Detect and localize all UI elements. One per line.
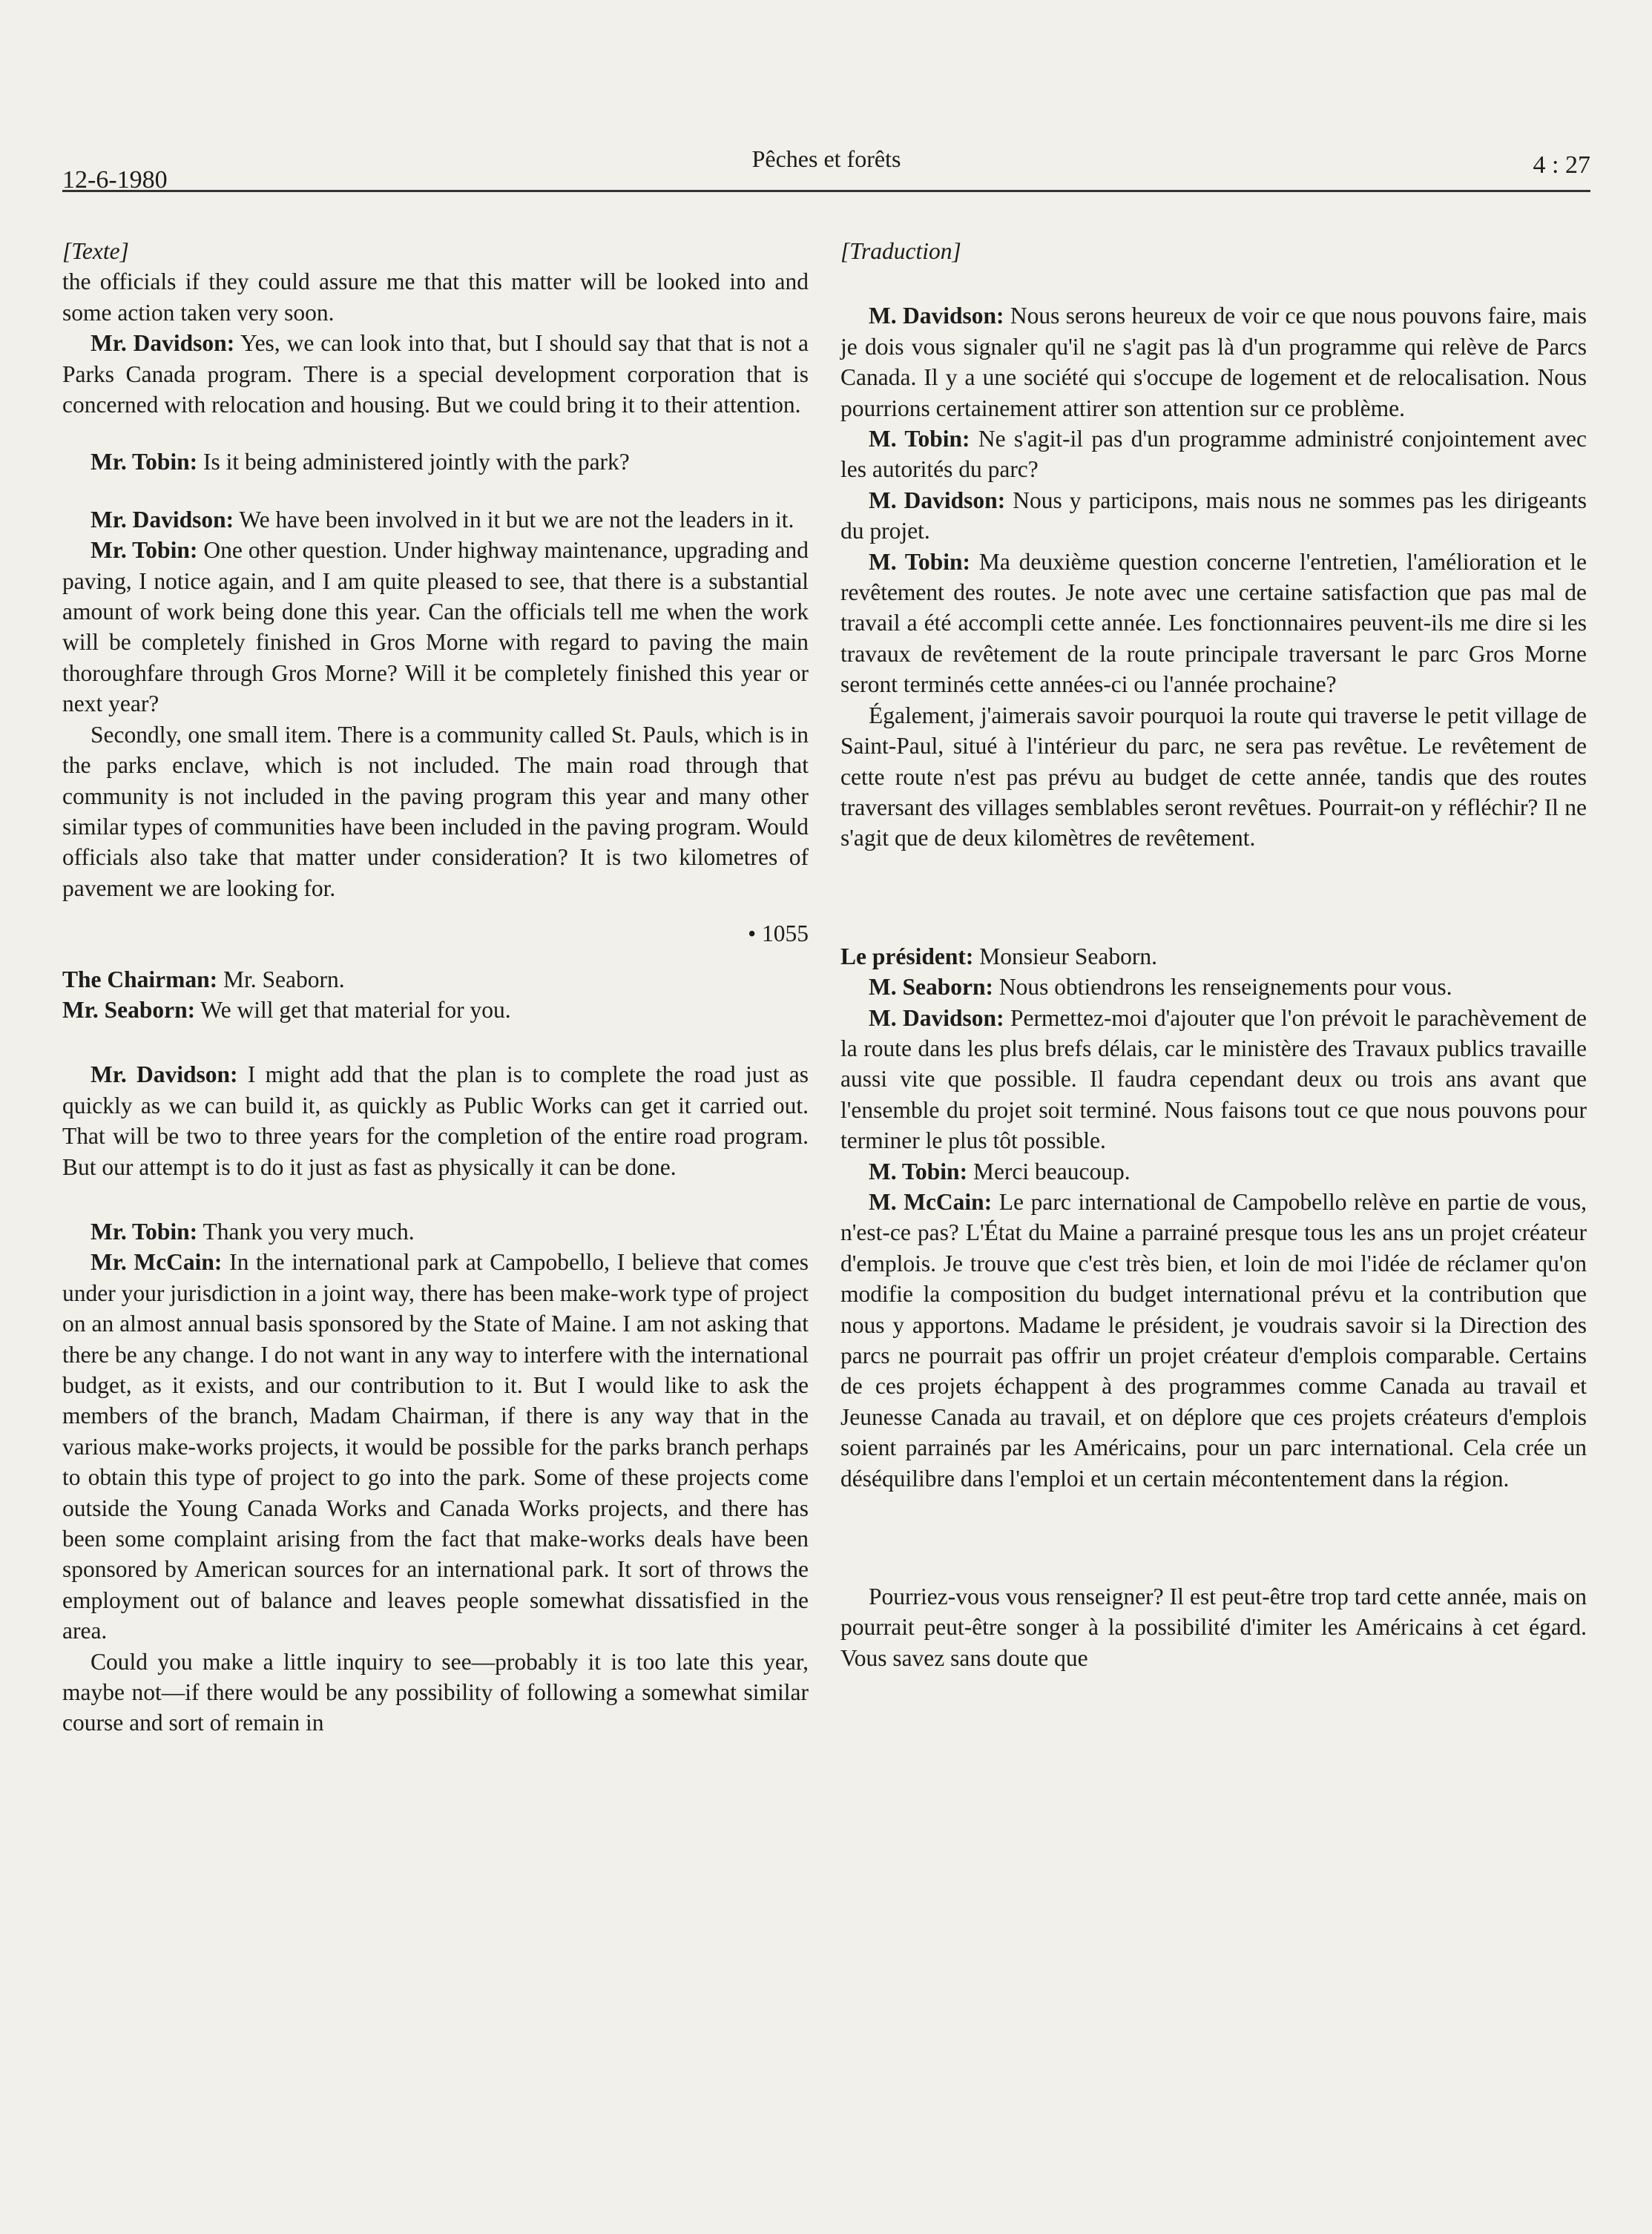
paragraph [840,1156,1587,1187]
speaker-name: Mr. Davidson: [91,1061,238,1088]
paragraph [62,504,809,535]
paragraph [840,941,1587,972]
paragraph [840,1003,1587,1156]
speech-text: Yes, we can look into that, but I should say that that is not a Parks Canada program. There is a special development corporation that is concerned with relocation and housing. But we could bring it to their attention. [62,330,809,418]
speaker-name: M. McCain: [869,1188,993,1215]
speech-text: Is it being administered jointly with the park? [197,449,630,475]
english-column [62,236,809,1739]
paragraph: the officials if they could assure me that this matter will be looked into and some action taken very soon. [62,268,809,326]
paragraph: Could you make a little inquiry to see—probably it is too late this year, maybe not—if there would be any possibility of following a somewhat similar course and sort of remain in [62,1648,809,1736]
speech-text: Ne s'agit-il pas d'un programme administré conjointement avec les autorités du parc? [840,426,1587,483]
speaker-name: M. Davidson: [869,1004,1004,1031]
paragraph [62,964,809,995]
paragraph [840,1187,1587,1494]
speaker-name: Mr. Tobin: [91,1218,198,1245]
paragraph [62,995,809,1025]
speaker-name: Mr. Davidson: [91,506,234,533]
speaker-name: Mr. McCain: [91,1249,223,1276]
speaker-name: M. Seaborn: [869,974,993,1001]
speech-text: We will get that material for you. [195,996,511,1023]
paragraph: Pourriez-vous vous renseigner? Il est peut-être trop tard cette année, mais on pourrait peut-être songer à la possibilité d'imiter les Américains à cet égard. Vous savez sans doute que [840,1584,1587,1671]
paragraph: Secondly, one small item. There is a community called St. Pauls, which is in the parks enclave, which is not included. The main road through that community is not included in the paving program this year and many other similar types of communities have been included in the paving program. Would officials also take that matter under consideration? It is two kilometres of pavement we are looking for. [62,721,809,901]
paragraph [840,300,1587,424]
header-page-number: 4 : 27 [1533,151,1590,179]
column-label-texte: [Texte] [62,238,129,264]
speech-text: Nous obtiendrons les renseignements pour vous. [993,974,1452,1001]
paragraph [62,447,809,477]
speech-text: I might add that the plan is to complete the road just as quickly as we can build it, as quickly as Public Works can get it carried out. That will be two to three years for the completion of the entire road program. But our attempt is to do it just as fast as physically it can be done. [62,1061,809,1180]
speaker-name: M. Davidson: [869,303,1004,329]
speech-text: Nous y participons, mais nous ne sommes pas les dirigeants du projet. [840,487,1587,544]
paragraph [840,972,1587,1002]
french-column [840,236,1587,1673]
header-date: 12-6-1980 [62,166,168,194]
speaker-name: Mr. Davidson: [91,330,235,357]
speaker-name: Mr. Tobin: [91,449,198,475]
paragraph [840,547,1587,700]
speech-text: Thank you very much. [197,1218,415,1245]
speaker-name: M. Tobin: [869,548,971,575]
page-header [62,145,1590,192]
speech-text: Monsieur Seaborn. [973,943,1157,969]
time-marker: • 1055 [748,920,809,947]
paragraph: Également, j'aimerais savoir pourquoi la route qui traverse le petit village de Saint-Paul, situé à l'intérieur du parc, ne sera pas revêtue. Le revêtement de cette route n'est pas prévu au budget de cette année, tandis que des routes traversant des villages semblables seront revêtues. Pourrait-on y réfléchir? Il ne s'agit que de deux kilomètres de revêtement. [840,702,1587,851]
speaker-name: M. Davidson: [869,487,1006,513]
speech-text: Merci beaucoup. [967,1158,1131,1184]
speech-text: We have been involved in it but we are not the leaders in it. [234,506,794,533]
paragraph [62,328,809,420]
paragraph [62,1059,809,1182]
speech-text: Mr. Seaborn. [217,966,345,992]
speaker-name: Mr. Tobin: [91,537,198,564]
paragraph [840,485,1587,547]
speaker-name: M. Tobin: [869,426,970,452]
speech-text: Nous serons heureux de voir ce que nous pouvons faire, mais je dois vous signaler qu'il ne s'agit pas là d'un programme qui relève de Parcs Canada. Il y a une société qui s'occupe de logement et de relocalisation. Nous pourrions certainement attirer son attention sur ce problème. [840,303,1587,421]
column-label-traduction: [Traduction] [840,238,961,264]
speech-text: One other question. Under highway maintenance, upgrading and paving, I notice again, and I am quite pleased to see, that there is a substantial amount of work being done this year. Can the officials tell me when the work will be completely finished in Gros Morne with regard to paving the main thoroughfare through Gros Morne? Will it be completely finished this year or next year? [62,537,809,717]
paragraph [62,1216,809,1247]
speech-text: Le parc international de Campobello relève en partie de vous, n'est-ce pas? L'État du Maine a parrainé presque tous les ans un projet créateur d'emplois. Je trouve que c'est très bien, et loin de moi l'idée de réclamer qu'on modifie la composition du budget international prévu et la contribution que nous y apportons. Madame le président, je voudrais savoir si la Direction des parcs ne pourrait pas offrir un projet créateur d'emplois comparable. Certains de ces projets échappent à des programmes comme Canada au travail et Jeunesse Canada au travail, et on déplore que ces projets créateurs d'emplois soient parrainés par les Américains, pour un parc international. Cela crée un déséquilibre dans l'emploi et un certain mécontentement dans la région. [840,1188,1587,1492]
speaker-name: The Chairman: [62,966,218,992]
speech-text: In the international park at Campobello, I believe that comes under your jurisdiction in a joint way, there has been make-work type of project on an almost annual basis sponsored by the State of Maine. I am not asking that there be any change. I do not want in any way to interfere with the international budget, as it exists, and our contribution to it. But I would like to ask the members of the branch, Madam Chairman, if there is any way that in the various make-works projects, it would be possible for the parks branch perhaps to obtain this type of project to go into the park. Some of these projects come outside the Young Canada Works and Canada Works projects, and there has been some complaint arising from the fact that make-works deals have been sponsored by American sources for an international park. It sort of throws the employment out of balance and leaves people somewhat dissatisfied in the area. [62,1249,809,1644]
speech-text: Permettez-moi d'ajouter que l'on prévoit le parachèvement de la route dans les plus brefs délais, car le ministère des Travaux publics travaille aussi vite que possible. Il faudra cependant deux ou trois ans avant que l'ensemble du projet soit terminé. Nous faisons tout ce que nous pouvons pour terminer le plus tôt possible. [840,1004,1587,1154]
header-title: Pêches et forêts [751,145,901,172]
paragraph [840,424,1587,485]
speaker-name: Mr. Seaborn: [62,996,196,1023]
paragraph [62,1247,809,1646]
paragraph [62,535,809,719]
speaker-name: M. Tobin: [869,1158,968,1184]
speaker-name: Le président: [840,943,974,969]
speech-text: Ma deuxième question concerne l'entretien, l'amélioration et le revêtement des routes. Je note avec une certaine satisfaction que pas mal de travail a été accompli cette année. Les fonctionnaires peuvent-ils me dire si les travaux de revêtement de la route principale traversant le parc Gros Morne seront terminés cette années-ci ou l'année prochaine? [840,548,1587,698]
